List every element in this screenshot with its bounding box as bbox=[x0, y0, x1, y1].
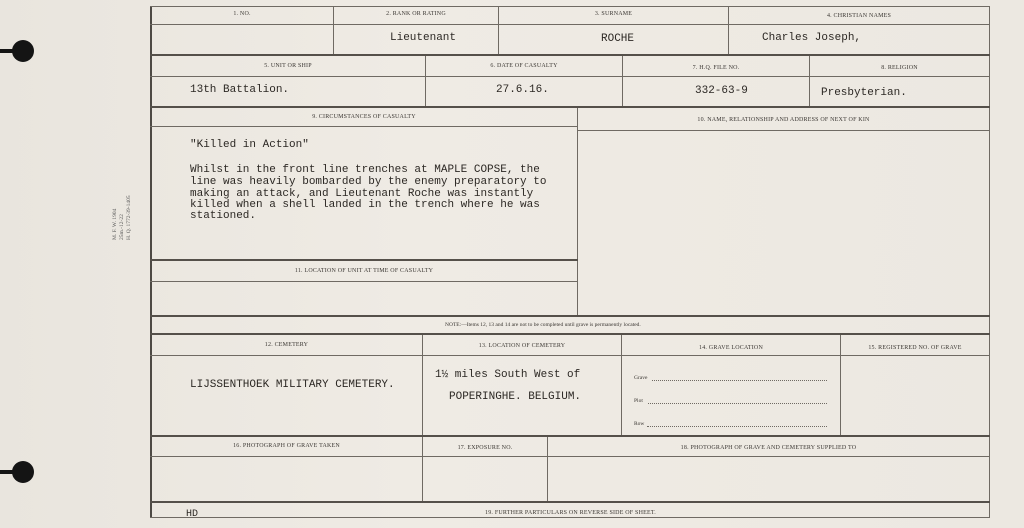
unit-value: 13th Battalion. bbox=[190, 84, 290, 96]
header-further-particulars: 19. FURTHER PARTICULARS ON REVERSE SIDE OF SHEET. bbox=[485, 510, 656, 516]
header-religion: 8. RELIGION bbox=[881, 65, 918, 71]
header-rank: 2. RANK OR RATING bbox=[386, 11, 446, 17]
plot-label: Plot bbox=[634, 398, 643, 404]
file-no-value: 332-63-9 bbox=[695, 85, 748, 97]
header-grave-location: 14. GRAVE LOCATION bbox=[699, 345, 763, 351]
header-location-unit: 11. LOCATION OF UNIT AT TIME OF CASUALTY bbox=[294, 268, 434, 274]
punch-hole bbox=[12, 40, 34, 62]
form-reference: M. F. W. 1904 25m.-12-22 H. Q. 1772-39-1405 bbox=[112, 195, 132, 240]
header-next-of-kin: 10. NAME, RELATIONSHIP AND ADDRESS OF NEXT OF KIN bbox=[697, 117, 870, 123]
punch-hole bbox=[12, 461, 34, 483]
cemetery-value: LIJSSENTHOEK MILITARY CEMETERY. bbox=[190, 379, 395, 391]
circumstances-title: "Killed in Action" bbox=[190, 139, 309, 151]
header-christian-names: 4. CHRISTIAN NAMES bbox=[826, 13, 892, 19]
header-registered-no: 15. REGISTERED NO. OF GRAVE bbox=[868, 345, 962, 351]
circumstances-line: making an attack, and Lieutenant Roche was instantly bbox=[190, 188, 534, 200]
header-surname: 3. SURNAME bbox=[594, 11, 633, 17]
religion-value: Presbyterian. bbox=[821, 87, 907, 99]
header-location-cemetery: 13. LOCATION OF CEMETERY bbox=[478, 343, 566, 349]
circumstances-line: line was heavily bombarded by the enemy preparatory to bbox=[190, 176, 547, 188]
surname-value: ROCHE bbox=[601, 33, 635, 45]
christian-names-value: Charles Joseph, bbox=[762, 32, 862, 44]
header-photograph-supplied: 18. PHOTOGRAPH OF GRAVE AND CEMETERY SUPPLIED TO bbox=[680, 445, 857, 451]
header-exposure-no: 17. EXPOSURE NO. bbox=[457, 445, 513, 451]
location-line-2: POPERINGHE. BELGIUM. bbox=[449, 391, 582, 403]
header-file-no: 7. H.Q. FILE NO. bbox=[692, 65, 740, 71]
header-cemetery: 12. CEMETERY bbox=[264, 342, 309, 348]
date-value: 27.6.16. bbox=[496, 84, 549, 96]
header-unit: 5. UNIT OR SHIP bbox=[264, 63, 312, 69]
circumstances-line: stationed. bbox=[190, 210, 257, 222]
header-circumstances: 9. CIRCUMSTANCES OF CASUALTY bbox=[312, 114, 416, 120]
location-line-1: 1½ miles South West of bbox=[435, 369, 581, 381]
header-date: 6. DATE OF CASUALTY bbox=[490, 63, 558, 69]
header-no: 1. NO. bbox=[233, 11, 251, 17]
rank-value: Lieutenant bbox=[390, 32, 457, 44]
header-photograph-taken: 16. PHOTOGRAPH OF GRAVE TAKEN bbox=[233, 443, 340, 449]
grave-label: Grave bbox=[634, 375, 648, 381]
row-label: Row bbox=[634, 421, 645, 427]
circumstances-line: killed when a shell landed in the trench where he was bbox=[190, 199, 540, 211]
circumstances-line: Whilst in the front line trenches at MAPLE COPSE, the bbox=[190, 164, 540, 176]
clerk-initials: HD bbox=[186, 509, 199, 520]
note-text: NOTE:—Items 12, 13 and 14 are not to be completed until grave is permanently located. bbox=[445, 322, 641, 328]
